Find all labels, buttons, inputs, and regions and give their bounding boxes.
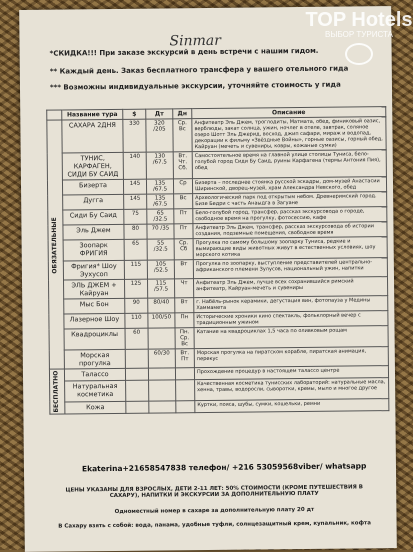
camera-icon	[345, 43, 373, 65]
price-usd: 90	[125, 298, 148, 313]
price-dt: 70 /35	[147, 224, 174, 239]
tour-name: Лазерное Шоу	[64, 313, 125, 329]
tour-days: Ср	[173, 179, 192, 194]
tour-name: ТУНИС, КАРФАГЕН, СИДИ БУ САИД	[62, 152, 123, 180]
tour-description: Исторические хроники кино спектакль, фольклорный вечер с традиционным ужином	[194, 311, 388, 328]
tour-name: САХАРА 2ДНЯ	[62, 119, 123, 153]
tour-description: Археологический парк под открытым небом. Древнеримский город. Бизе Бедри с часть Анаыдга в Загуане	[193, 192, 387, 209]
tour-days: Пн	[175, 313, 194, 328]
price-dt	[149, 401, 176, 413]
col-name: Название тура	[62, 109, 123, 120]
price-usd	[125, 368, 148, 380]
tour-name: Кожа	[65, 401, 126, 414]
price-usd: 65	[124, 239, 147, 260]
price-usd	[125, 349, 148, 368]
watermark-brand: TOP Hotels	[305, 9, 413, 31]
tour-description: Катание на квадроциклах 1,5 часа по оливковым рощам	[194, 326, 388, 349]
price-usd: 330	[123, 119, 146, 152]
price-dt: 320 /205	[146, 119, 173, 152]
price-note: ЦЕНЫ УКАЗАНЫ ДЛЯ ВЗРОСЛЫХ, ДЕТИ 2-11 ЛЕТ: 50% СТОИМОСТИ (КРОМЕ ПУТЕШЕСТВИЯ В САХАРУ), НАПИТКИ И ЭКСКУРСИИ ЗА ДОПОЛНИТЕЛЬНУЮ ПЛАТУ	[65, 484, 363, 500]
tour-name: Натуральная косметика	[65, 380, 126, 401]
watermark-tagline: ВЫБОР ТУРИСТА	[325, 30, 393, 39]
tour-days: Вт	[174, 260, 193, 279]
price-dt: 100/50	[148, 313, 175, 328]
tour-description: Анфитеатр Эль Джем, трансфер, рассказ экскурсовода об истории создания, подземные помещения, свободное время	[193, 222, 387, 239]
tour-days: Чт	[174, 279, 193, 298]
tour-days: Пт	[174, 224, 193, 239]
tour-description: Самостоятельное время на главной улице столицы Туниса, бело-голубой город Сиди Бу Саид, руины Карфагена (термы Антония Пия), обед	[192, 150, 386, 179]
price-usd: 80	[124, 224, 147, 239]
tour-days: Вт. Чт. Сб.	[173, 152, 192, 179]
col-usd: $	[123, 109, 146, 119]
price-usd: 145	[123, 179, 146, 194]
price-dt: 55 /32.5	[147, 239, 174, 260]
discount-note: *СКИДКА!!! При заказе экскурсий в день встречи с нашим гидом.	[49, 46, 319, 58]
price-usd: 60	[125, 328, 148, 349]
table-row	[50, 398, 389, 414]
price-usd: 110	[125, 313, 148, 328]
tour-name: Сиди Бу Саид	[63, 209, 124, 225]
tour-description: г. Набёль-рынок керамики, дегустация вин, фотопауза у Медины Хаммамета	[194, 296, 388, 313]
tour-description: Бизерта – последнее стоянка русской эскадры, дом-музей Анастасии Ширинской, дворец-музей, храм Александра Невского, обед	[192, 177, 386, 194]
tour-name: Дугга	[63, 194, 124, 210]
tour-name: Мыс Бон	[64, 298, 125, 314]
group-label: ОБЯЗАТЕЛЬНЫЕ	[47, 120, 65, 369]
price-dt: 80/40	[148, 298, 175, 313]
tour-days: Ср. Вс	[173, 119, 192, 152]
contact-line: Ekaterina+21658547838 телефон/ +216 53059568viber/ whatsapp	[81, 461, 367, 474]
single-room-note: Одноместный номер в сахаре за дополнительную плату 20 дт	[114, 506, 315, 515]
price-usd: 115	[124, 260, 147, 279]
tour-name: Квадроциклы	[64, 328, 125, 350]
price-dt: 135 /67.5	[147, 194, 174, 209]
price-dt	[148, 368, 175, 380]
col-dt: Дт	[146, 109, 173, 119]
excursion-table	[46, 106, 389, 414]
tour-days	[176, 380, 195, 401]
tophotels-watermark	[301, 10, 413, 76]
price-dt: 65 /32.5	[147, 209, 174, 224]
price-usd	[126, 380, 149, 401]
group-label: БЕСПЛАТНО	[49, 369, 64, 414]
tour-name: Морская прогулка	[64, 349, 125, 369]
price-dt: 135 /67.5	[146, 179, 173, 194]
sahara-bring-note: В Сахару взять с собой: вода, панама, удобные туфли, солнцезащитный крем, купальник, кофта	[58, 520, 371, 530]
tour-days: Ср. Сб	[174, 239, 193, 260]
tour-days: Вт	[175, 298, 194, 313]
price-dt	[149, 380, 176, 401]
col-days: Дн	[173, 109, 192, 119]
price-usd: 145	[124, 194, 147, 209]
tour-name: Зоопарк ФРИГИЯ	[63, 239, 124, 261]
price-dt	[148, 328, 175, 349]
tour-days: Пт	[174, 209, 193, 224]
price-usd: 75	[124, 209, 147, 224]
tour-name: Талассо	[64, 368, 125, 381]
tour-name: Бизерта	[62, 179, 123, 195]
tour-days	[175, 368, 194, 380]
price-dt: 60/30	[148, 349, 175, 368]
excursion-flyer	[19, 6, 397, 552]
price-dt: 105 /52.5	[147, 260, 174, 279]
col-desc: Описание	[192, 107, 386, 119]
tour-description: Прогулка по зоопарку, выступление представителей центрально-африканского племени Зулусов, национальный ужин, напитки	[193, 258, 387, 279]
individual-note: *** Возможны индивидуальные экскурсии, уточняйте стоимость у гида	[49, 80, 341, 92]
tour-name: Эль Джем	[63, 224, 124, 240]
tour-days: Пн. Ср. Вс	[175, 328, 194, 349]
tour-description: Прохождение процедур в настоящем талассо центре	[194, 366, 388, 380]
tour-description: Анфитеатр Эль Джем, троглодиты, Матмата, обед, финиковый оазис, верблюды, закат солнца, ужин, ночлег в отеле, завтрак, соляное озеро Шотт Эль Джерид, восход, джип сафари, мираж и водопад, декорации к фильму «Звёздные Войны», горные оазисы, горный обед, Кайруан (мечеть и сувениры, ковры, кожаные сумки)	[192, 117, 386, 152]
tour-days: Вс	[174, 194, 193, 209]
tour-description: Куртки, пояса, шубы, сумки, кошельки, ремни	[195, 398, 389, 412]
tour-description: Прогулка по самому большому зоопарку Туниса, редкие и вымирающие виды животных живут в естественных условиях, шоу морского котика	[193, 237, 387, 260]
table-row	[47, 117, 386, 154]
price-usd	[126, 401, 149, 413]
tour-description: Бело-голубой город, трансфер, рассказ экскурсовода о городе, свободное время на прогулку, фотосессию, кафе	[193, 207, 387, 224]
table-row	[47, 150, 386, 181]
price-dt: 115 /57.5	[147, 279, 174, 298]
price-usd: 125	[124, 279, 147, 298]
price-usd: 140	[123, 152, 146, 179]
tour-name: Фригия* Шоу Эухусоп	[63, 260, 124, 280]
tour-days: Вт. Пт	[175, 349, 194, 368]
tour-name: ЭЛЬ ДЖЕМ + Кайруан	[64, 279, 125, 299]
transfer-note: ** Каждый день. Заказ бесплатного трансфера у вашего отельного гида	[49, 64, 349, 76]
brand-logo: Sinmar	[169, 32, 221, 50]
price-dt: 130 /67.5	[146, 152, 173, 179]
tour-days	[176, 401, 195, 413]
tour-description: Качественная косметика тунисских лабораторий: натуральные масла, хенна, травы, водоросли, сыворотки, кремы, мыло и многое другое	[195, 378, 389, 401]
tour-description: Морская прогулка на пиратском корабле, пиратская анимация, перекус	[194, 347, 388, 368]
tour-description: Анфитеатр Эль Джем, лучше всех сохранившийся римский анфитеатр, Кайруан-мечеть и сувениры	[193, 277, 387, 298]
